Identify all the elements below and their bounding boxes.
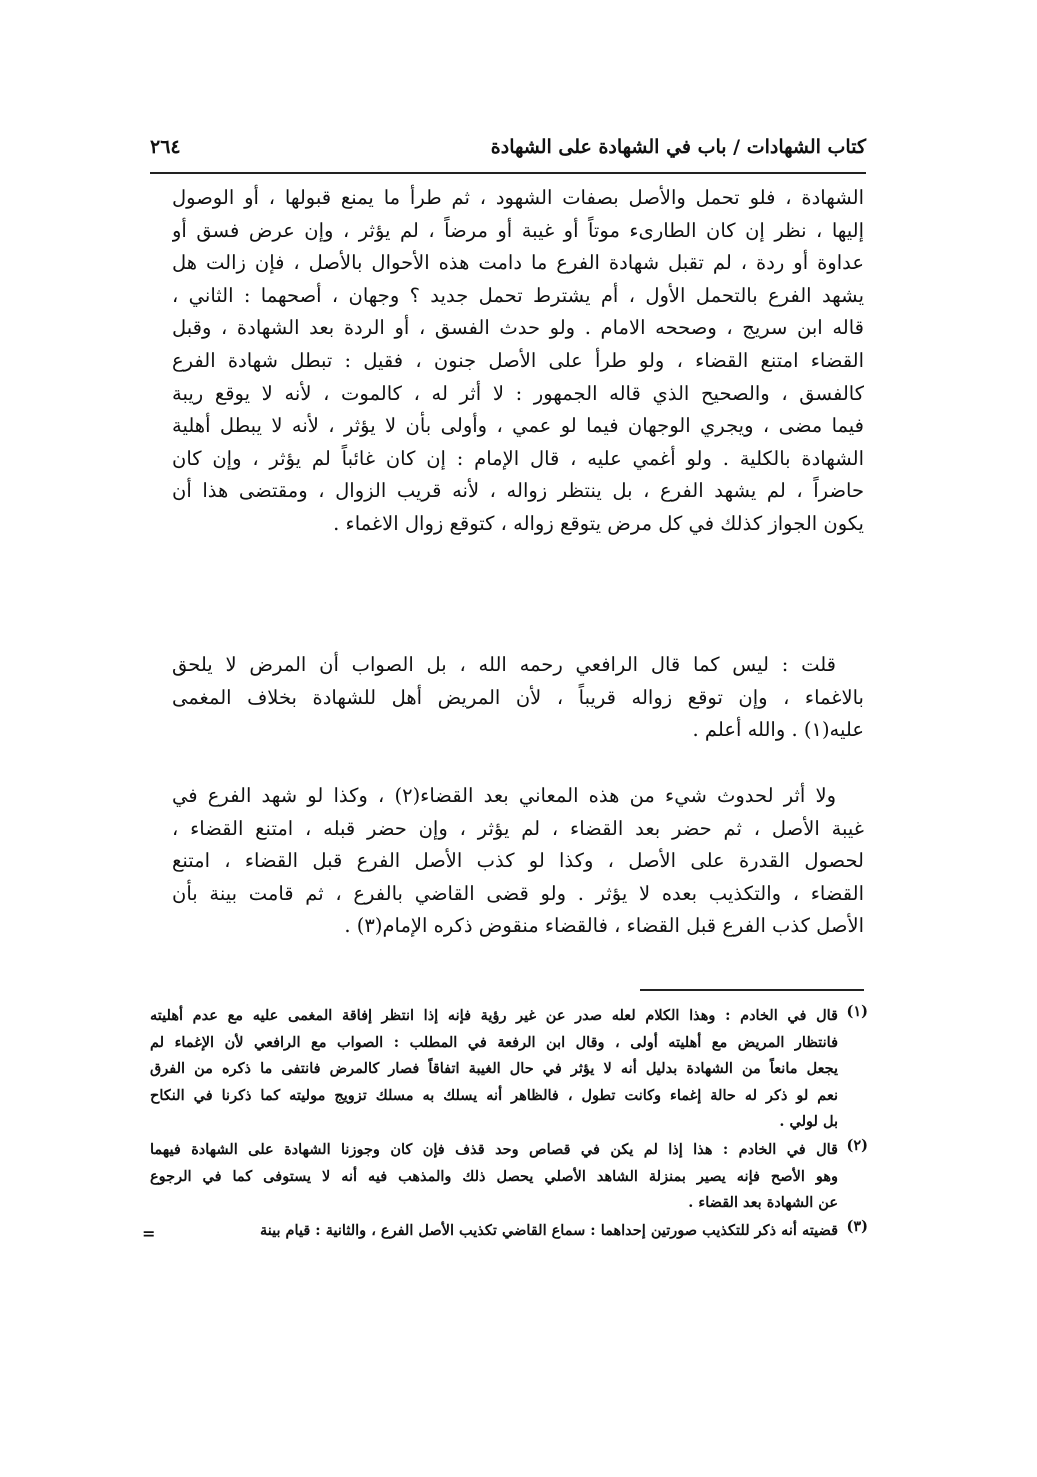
text-line: يشهد الفرع بالتحمل الأول ، أم يشترط تحمل جديد ؟ وجهان ، أصحهما : الثاني ، <box>172 283 864 307</box>
text-line: قاله ابن سريج ، وصححه الامام . ولو حدث الفسق ، أو الردة بعد الشهادة ، وقبل <box>172 316 864 340</box>
text-line: القضاء ، والتكذيب بعده لا يؤثر . ولو قضى القاضي بالفرع ، ثم قامت بينة بأن <box>172 881 864 905</box>
chapter-title: كتاب الشهادات / باب في الشهادة على الشهادة <box>490 136 866 158</box>
page-number: ٢٦٤ <box>150 136 181 158</box>
text-line: عليه(١) . والله أعلم . <box>692 718 864 742</box>
text-line: القضاء امتنع القضاء ، ولو طرأ على الأصل جنون ، فقيل : تبطل شهادة الفرع <box>172 348 864 372</box>
footnote-3 <box>150 1218 868 1245</box>
paragraph-2 <box>172 649 864 747</box>
footnote-rule <box>640 989 864 991</box>
text-line: بالاغماء ، وإن توقع زواله قريباً ، لأن المريض أهل للشهادة بخلاف المغمى <box>172 685 864 709</box>
text-line: قلت : ليس كما قال الرافعي رحمه الله ، بل الصواب أن المرض لا يلحق <box>172 653 836 676</box>
text-line: كالفسق ، والصحيح الذي قاله الجمهور : لا أثر له ، كالموت ، لأنه لا يوقع ريبة <box>172 381 864 405</box>
text-line: قال في الخادم : وهذا الكلام لعله صدر عن غير رؤية فإنه إذا انتظر إفاقة المغمى عليه مع عدم أهليته <box>150 1007 838 1024</box>
footnote-2 <box>150 1137 868 1217</box>
text-line: قضيته أنه ذكر للتكذيب صورتين إحداهما : سماع القاضي تكذيب الأصل الفرع ، والثانية : قيام بينة <box>259 1222 838 1239</box>
running-header <box>150 136 866 170</box>
text-line: الأصل كذب الفرع قبل القضاء ، فالقضاء منقوض ذكره الإمام(٣) . <box>344 914 864 938</box>
text-line: لحصول القدرة على الأصل ، وكذا لو كذب الأصل الفرع قبل القضاء ، امتنع <box>172 849 864 873</box>
footnote-number: (٣) <box>846 1218 868 1235</box>
paragraph-1 <box>172 182 864 541</box>
text-line: الشهادة بالكلية . ولو أغمي عليه ، قال الإمام : إن كان غائباً لم يؤثر ، وإن كان <box>172 446 864 470</box>
text-line: ولا أثر لحدوث شيء من هذه المعاني بعد القضاء(٢) ، وكذا لو شهد الفرع في <box>172 784 837 807</box>
text-line: غيبة الأصل ، ثم حضر بعد القضاء ، لم يؤثر ، وإن حضر قبله ، امتنع القضاء ، <box>172 816 864 840</box>
text-line: الشهادة ، فلو تحمل والأصل بصفات الشهود ، ثم طرأ ما يمنع قبولها ، أو الوصول <box>172 186 864 209</box>
header-rule <box>150 172 866 174</box>
text-line: عداوة أو ردة ، لم تقبل شهادة الفرع ما دامت هذه الأحوال بالأصل ، فإن زالت هل <box>172 251 864 275</box>
text-line: قال في الخادم : هذا إذا لم يكن في قصاص وحد قذف فإن كان وجوزنا الشهادة على الشهادة فيهما <box>150 1141 838 1158</box>
footnote-1 <box>150 1003 868 1136</box>
text-line: حاضراً ، لم يشهد الفرع ، بل ينتظر زواله ، لأنه قريب الزوال ، ومقتضى هذا أن <box>172 479 864 503</box>
text-line: إليها ، نظر إن كان الطارىء موتاً أو غيبة أو مرضاً ، لم يؤثر ، وإن عرض فسق أو <box>172 218 864 242</box>
text-line: نعم لو ذكر له حالة إغماء وكانت تطول ، فالظاهر أنه يسلك به مسلك تزويج موليته كما ذكرنا في النكاح <box>150 1086 838 1104</box>
footnote-number: (١) <box>846 1003 868 1020</box>
paragraph-3 <box>172 780 864 943</box>
text-line: فيما مضى ، ويجري الوجهان فيما لو عمي ، وأولى بأن لا يؤثر ، لأنه لا يبطل أهلية <box>172 414 864 438</box>
text-line: بل لولي . <box>779 1113 838 1130</box>
text-line: وهو الأصح فإنه يصير بمنزلة الشاهد الأصلي يحصل ذلك والمذهب فيه أنه لا يستوفى كما في الرجوع <box>150 1167 838 1185</box>
footnote-number: (٢) <box>846 1137 868 1154</box>
text-line: فانتظار المريض مع أهليته أولى ، وقال ابن الرفعة في المطلب : الصواب مع الرافعي لأن الإغماء لم <box>150 1033 838 1051</box>
continuation-mark: = <box>142 1224 156 1243</box>
text-line: عن الشهادة بعد القضاء . <box>688 1194 838 1211</box>
text-line: يجعل مانعاً من الشهادة بدليل أنه لا يؤثر في حال الغيبة اتفاقاً فصار كالمرض فانتفى ما ذكره من الفرق <box>150 1060 838 1077</box>
text-line: يكون الجواز كذلك في كل مرض يتوقع زواله ، كتوقع زوال الاغماء . <box>333 511 864 535</box>
